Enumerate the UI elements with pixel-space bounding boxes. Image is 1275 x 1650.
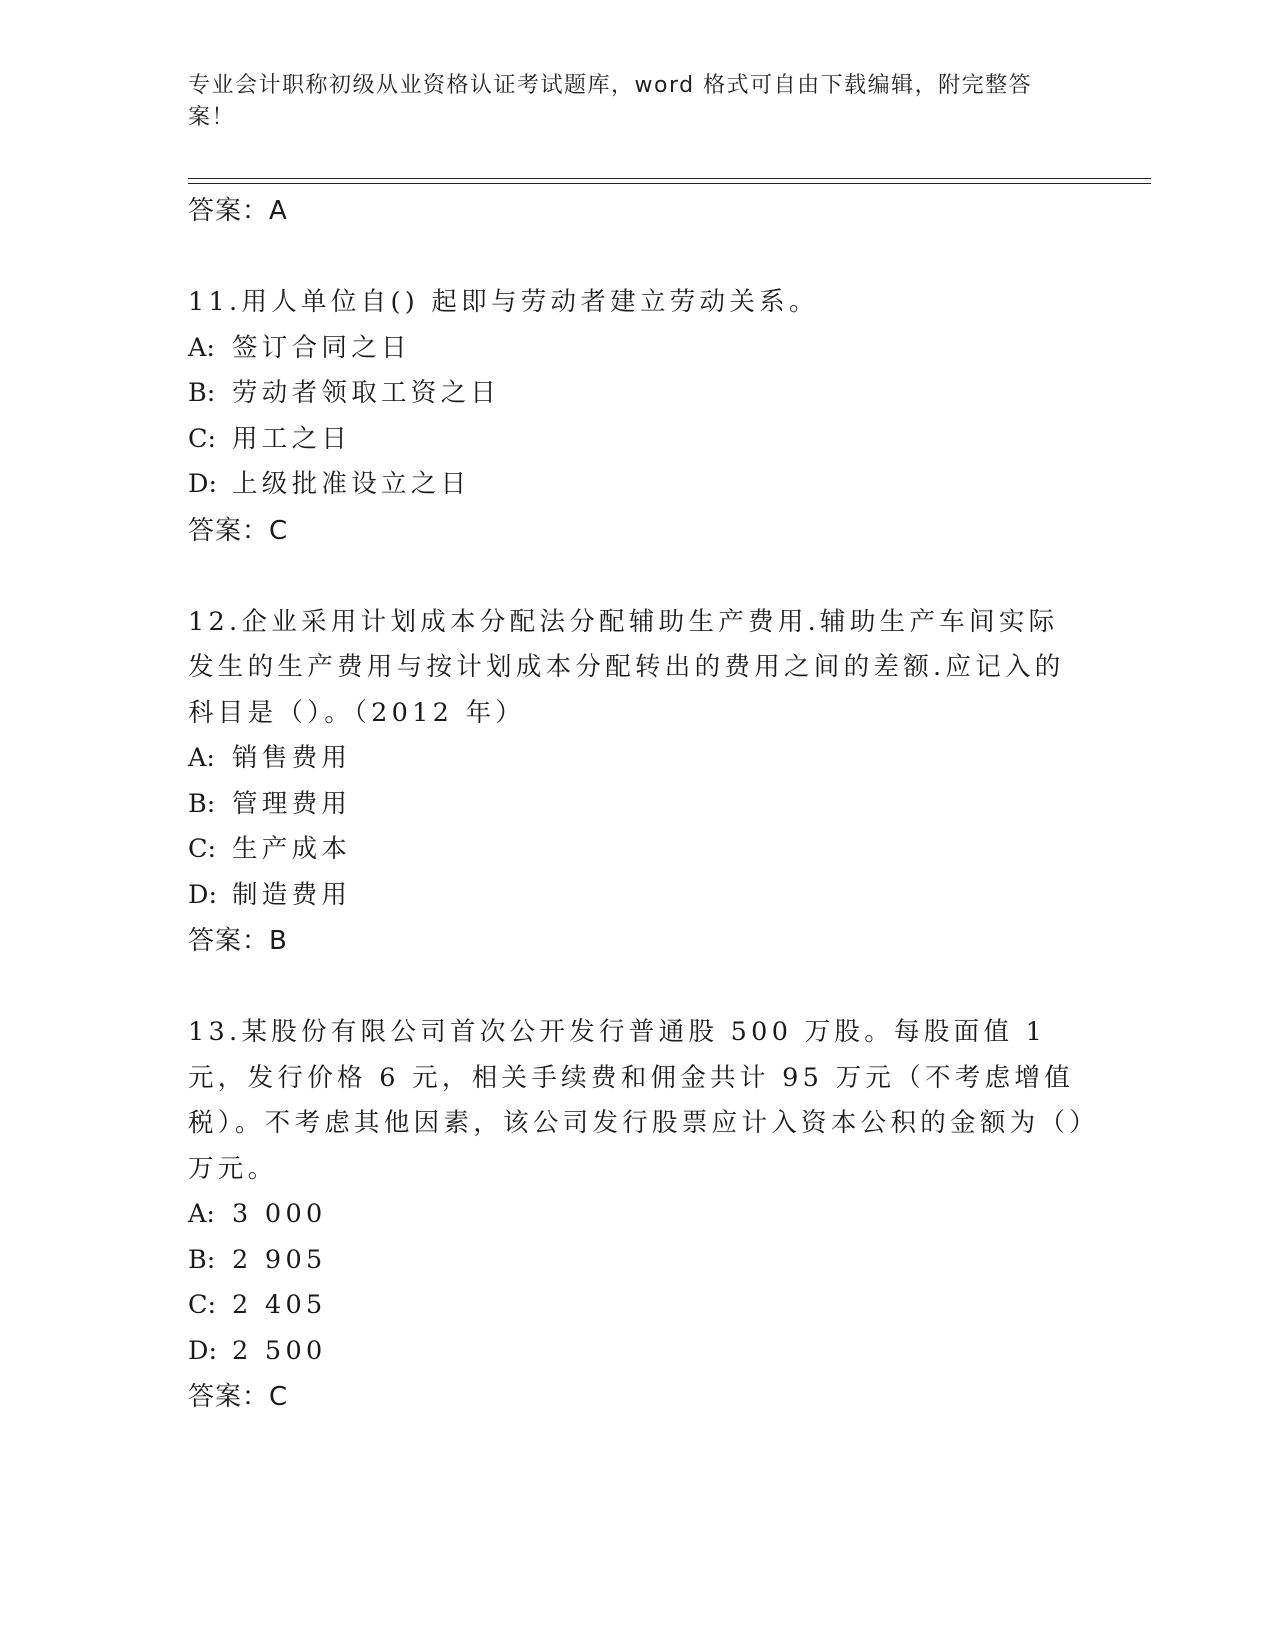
option-letter: C: — [188, 834, 217, 864]
header-divider-top — [188, 178, 1151, 179]
option-c — [188, 1283, 1088, 1329]
option-text: 劳动者领取工资之日 — [232, 378, 501, 408]
option-letter: B: — [188, 788, 216, 819]
option-letter: D: — [188, 1335, 218, 1366]
option-letter: C: — [188, 1290, 217, 1320]
option-text: 签订合同之日 — [232, 332, 411, 363]
option-letter: A: — [188, 1199, 216, 1229]
question-13 — [188, 1010, 1088, 1420]
question-answer: 答案：C — [188, 515, 289, 546]
question-stem: 11.用人单位自() 起即与劳动者建立劳动关系。 — [188, 287, 819, 317]
option-a — [188, 1192, 1088, 1238]
question-stem: 12.企业采用计划成本分配法分配辅助生产费用.辅助生产车间实际发生的生产费用与按计划成本分配转出的费用之间的差额.应记入的科目是（）。（2012 年） — [188, 606, 1065, 728]
page-header-text: 专业会计职称初级从业资格认证考试题库，word 格式可自由下载编辑，附完整答案！ — [188, 73, 1033, 130]
option-letter: A: — [188, 743, 216, 773]
option-text: 生产成本 — [232, 834, 352, 864]
header-divider-bottom — [188, 183, 1151, 184]
option-letter: D: — [188, 469, 218, 499]
option-text: 3 000 — [232, 1199, 327, 1229]
option-letter: A: — [188, 332, 216, 363]
option-b — [188, 371, 1088, 417]
option-d — [188, 1329, 1088, 1375]
option-d — [188, 462, 1088, 508]
option-a — [188, 736, 1088, 782]
option-b — [188, 1238, 1088, 1284]
option-c — [188, 827, 1088, 873]
option-text: 用工之日 — [232, 423, 352, 454]
option-text: 管理费用 — [232, 788, 352, 819]
option-letter: B: — [188, 1244, 216, 1275]
option-text: 销售费用 — [232, 743, 352, 773]
question-answer: 答案：C — [188, 1382, 289, 1412]
question-content — [188, 188, 1088, 1420]
question-answer: 答案：B — [188, 926, 288, 956]
option-d — [188, 873, 1088, 919]
option-letter: D: — [188, 879, 218, 910]
option-text: 2 500 — [232, 1335, 327, 1366]
option-text: 2 905 — [232, 1244, 327, 1275]
option-letter: B: — [188, 378, 216, 408]
option-text: 上级批准设立之日 — [232, 469, 471, 499]
question-stem: 13.某股份有限公司首次公开发行普通股 500 万股。每股面值 1 元，发行价格 6 元，相关手续费和佣金共计 95 万元（不考虑增值税）。不考虑其他因素，该公司发行股票应计入资本公积的金额为（）万元。 — [188, 1017, 1087, 1184]
option-a — [188, 326, 1088, 372]
option-text: 制造费用 — [232, 879, 352, 910]
option-text: 2 405 — [232, 1290, 327, 1320]
option-b — [188, 782, 1088, 828]
option-c — [188, 417, 1088, 463]
option-letter: C: — [188, 423, 217, 454]
question-11 — [188, 280, 1088, 554]
question-12 — [188, 600, 1088, 965]
previous-answer: 答案：A — [188, 196, 288, 226]
